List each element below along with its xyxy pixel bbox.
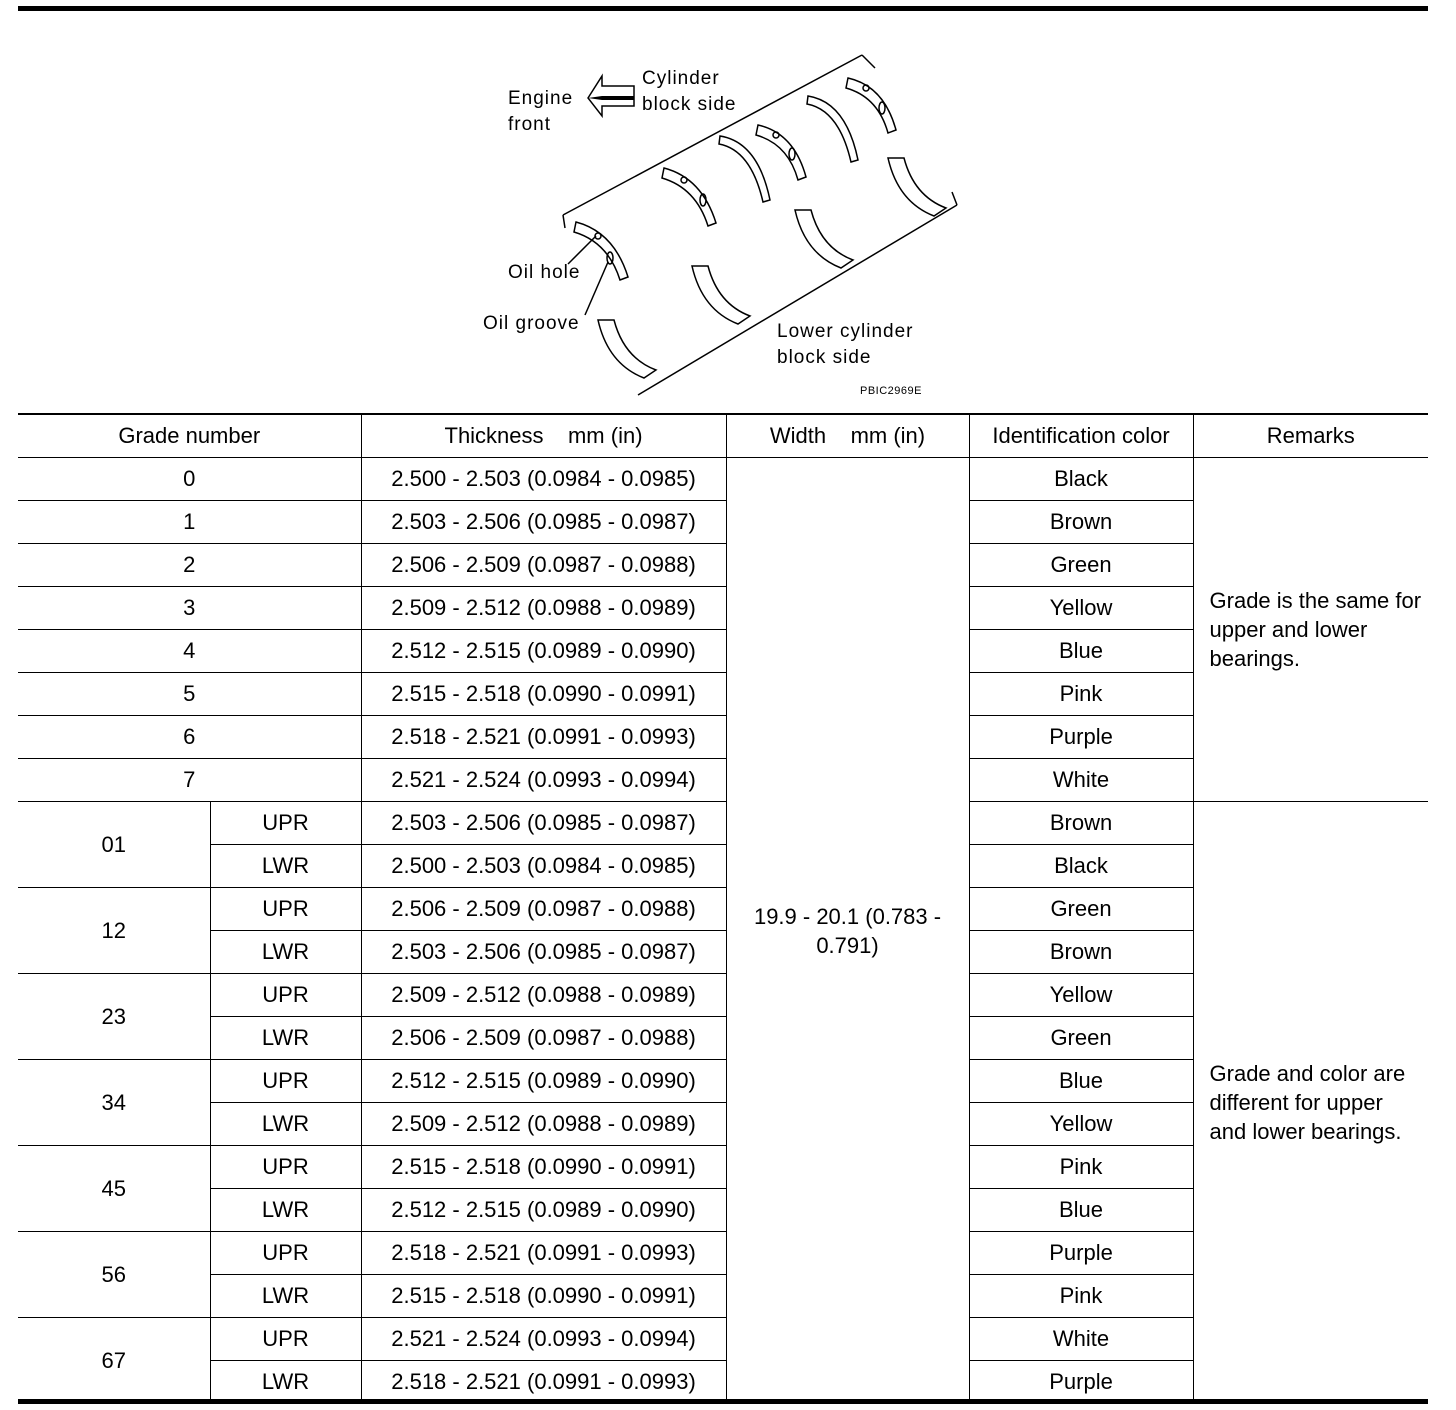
thickness-cell: 2.506 - 2.509 (0.0987 - 0.0988) [361,1017,726,1060]
thickness-cell: 2.509 - 2.512 (0.0988 - 0.0989) [361,974,726,1017]
color-cell: Yellow [969,974,1193,1017]
grade-cell: 7 [18,759,361,802]
color-cell: Purple [969,1361,1193,1404]
grade-cell: 23 [18,974,210,1060]
position-cell: UPR [210,1060,361,1103]
remarks-different-cell: Grade and color are different for upper and lower bearings. [1193,802,1428,1404]
bottom-rule [18,1399,1428,1404]
color-cell: Pink [969,1146,1193,1189]
top-rule [18,6,1428,11]
position-cell: LWR [210,1189,361,1232]
color-cell: Purple [969,716,1193,759]
color-cell: Blue [969,1189,1193,1232]
thickness-cell: 2.512 - 2.515 (0.0989 - 0.0990) [361,630,726,673]
grade-cell: 67 [18,1318,210,1404]
thickness-cell: 2.518 - 2.521 (0.0991 - 0.0993) [361,1361,726,1404]
grade-cell: 1 [18,501,361,544]
color-cell: Green [969,1017,1193,1060]
grade-cell: 4 [18,630,361,673]
bearing-illustration [470,50,970,410]
thickness-cell: 2.503 - 2.506 (0.0985 - 0.0987) [361,501,726,544]
position-cell: UPR [210,1318,361,1361]
position-cell: UPR [210,802,361,845]
thickness-cell: 2.500 - 2.503 (0.0984 - 0.0985) [361,845,726,888]
width-cell: 19.9 - 20.1 (0.783 - 0.791) [726,458,969,1404]
color-cell: Brown [969,931,1193,974]
thickness-cell: 2.500 - 2.503 (0.0984 - 0.0985) [361,458,726,501]
grade-cell: 0 [18,458,361,501]
color-cell: Purple [969,1232,1193,1275]
thickness-cell: 2.518 - 2.521 (0.0991 - 0.0993) [361,716,726,759]
position-cell: UPR [210,1232,361,1275]
grade-cell: 3 [18,587,361,630]
thickness-cell: 2.503 - 2.506 (0.0985 - 0.0987) [361,931,726,974]
color-cell: Black [969,845,1193,888]
remarks-header: Remarks [1193,414,1428,458]
position-cell: LWR [210,1017,361,1060]
thickness-cell: 2.521 - 2.524 (0.0993 - 0.0994) [361,1318,726,1361]
oil-hole-label: Oil hole [508,262,581,283]
grade-header: Grade number [18,414,361,458]
position-cell: UPR [210,1146,361,1189]
grade-cell: 56 [18,1232,210,1318]
bearing-grade-table [18,413,1428,1404]
width-header: Width mm (in) [726,414,969,458]
thickness-cell: 2.521 - 2.524 (0.0993 - 0.0994) [361,759,726,802]
remarks-same-cell: Grade is the same for upper and lower bearings. [1193,458,1428,802]
grade-cell: 5 [18,673,361,716]
color-cell: Blue [969,1060,1193,1103]
thickness-cell: 2.509 - 2.512 (0.0988 - 0.0989) [361,587,726,630]
position-cell: UPR [210,974,361,1017]
figure-code: PBIC2969E [860,385,922,397]
color-cell: White [969,759,1193,802]
thickness-cell: 2.506 - 2.509 (0.0987 - 0.0988) [361,888,726,931]
cylinder-block-side-label: Cylinder block side [642,68,737,115]
engine-front-label: Engine front [508,88,574,135]
grade-cell: 45 [18,1146,210,1232]
position-cell: LWR [210,1361,361,1404]
color-cell: Green [969,544,1193,587]
thickness-cell: 2.509 - 2.512 (0.0988 - 0.0989) [361,1103,726,1146]
color-cell: Yellow [969,587,1193,630]
thickness-cell: 2.518 - 2.521 (0.0991 - 0.0993) [361,1232,726,1275]
table-row [18,802,1428,845]
thickness-cell: 2.515 - 2.518 (0.0990 - 0.0991) [361,673,726,716]
position-cell: UPR [210,888,361,931]
color-cell: Blue [969,630,1193,673]
oil-groove-label: Oil groove [483,313,580,334]
position-cell: LWR [210,1275,361,1318]
thickness-cell: 2.512 - 2.515 (0.0989 - 0.0990) [361,1189,726,1232]
grade-cell: 6 [18,716,361,759]
color-cell: Black [969,458,1193,501]
table-row [18,458,1428,501]
grade-cell: 12 [18,888,210,974]
color-cell: Pink [969,673,1193,716]
table-header-row [18,414,1428,458]
color-cell: Brown [969,501,1193,544]
position-cell: LWR [210,845,361,888]
color-cell: White [969,1318,1193,1361]
thickness-cell: 2.515 - 2.518 (0.0990 - 0.0991) [361,1275,726,1318]
color-cell: Green [969,888,1193,931]
thickness-cell: 2.503 - 2.506 (0.0985 - 0.0987) [361,802,726,845]
grade-cell: 34 [18,1060,210,1146]
color-cell: Pink [969,1275,1193,1318]
thickness-header: Thickness mm (in) [361,414,726,458]
grade-cell: 01 [18,802,210,888]
color-header: Identification color [969,414,1193,458]
lower-cylinder-block-side-label: Lower cylinder block side [777,321,914,368]
thickness-cell: 2.512 - 2.515 (0.0989 - 0.0990) [361,1060,726,1103]
thickness-cell: 2.515 - 2.518 (0.0990 - 0.0991) [361,1146,726,1189]
color-cell: Yellow [969,1103,1193,1146]
thickness-cell: 2.506 - 2.509 (0.0987 - 0.0988) [361,544,726,587]
color-cell: Brown [969,802,1193,845]
position-cell: LWR [210,1103,361,1146]
grade-cell: 2 [18,544,361,587]
position-cell: LWR [210,931,361,974]
